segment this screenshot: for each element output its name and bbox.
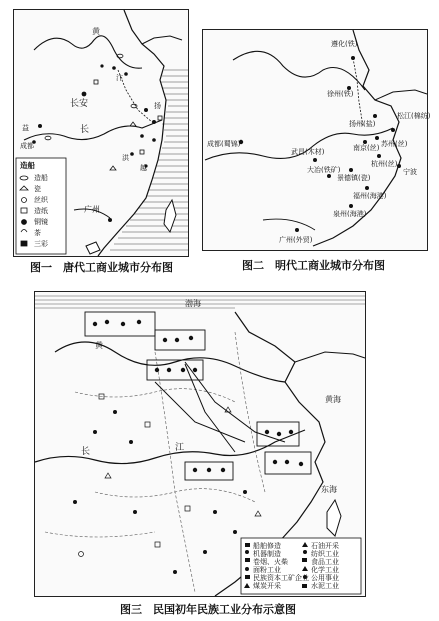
roc-legend-item: 船舶修造 <box>253 542 281 550</box>
roc-legend-item: 石油开采 <box>311 542 339 550</box>
label-yue: 越 <box>140 164 147 172</box>
peninsula <box>142 36 182 44</box>
taiwan-island <box>164 200 176 232</box>
grand-canal <box>118 70 152 122</box>
label-xuzhou: 徐州(铁) <box>327 90 354 98</box>
tang-city-map <box>13 9 189 257</box>
label-bian: 汴 <box>116 74 123 82</box>
label-quanzhou: 泉州(海港) <box>333 210 367 218</box>
roc-legend-item: 机器制造 <box>253 550 281 558</box>
label-huang3: 黄 <box>95 341 103 350</box>
tang-coastline <box>98 10 166 256</box>
roc-legend-item: 公用事业 <box>311 574 339 582</box>
label-chang3: 长 <box>81 447 91 457</box>
label-guangzhou-ming: 广州(外贸) <box>279 236 313 244</box>
label-jingdezhen: 景德镇(瓷) <box>337 174 371 182</box>
ming-yellow-river <box>233 51 365 90</box>
label-hangzhou: 杭州(丝) <box>371 160 398 168</box>
roc-legend-item: 化学工业 <box>311 566 339 574</box>
roc-legend-item: 面粉工业 <box>253 566 281 574</box>
label-daye: 大冶(铁矿) <box>307 166 341 174</box>
yellow-river <box>34 36 142 68</box>
tang-legend-item: 丝织 <box>34 196 48 204</box>
tang-map-caption: 图一 唐代工商业城市分布图 <box>30 261 173 274</box>
label-fuzhou: 福州(海港) <box>353 192 387 200</box>
roc-taiwan <box>327 500 341 536</box>
ming-peninsula <box>375 90 427 100</box>
tang-legend-item: 造船 <box>34 174 48 182</box>
tang-legend-title: 造船 <box>20 161 35 170</box>
label-chang: 长 <box>80 125 90 135</box>
tang-legend-item: 三彩 <box>34 240 48 248</box>
label-chengdu: 成都(蜀锦) <box>207 140 241 148</box>
roc-industry-glyphs <box>73 320 303 574</box>
label-nanjing: 南京(丝) <box>353 144 380 152</box>
label-huanghai: 黄海 <box>325 395 341 404</box>
label-cheng: 成都 <box>20 142 34 150</box>
roc-legend-item: 食品工业 <box>311 558 339 566</box>
roc-map-caption: 图三 民国初年民族工业分布示意图 <box>120 603 296 616</box>
label-yangzhou: 扬州(盐) <box>349 120 376 128</box>
ming-grand-canal <box>353 58 363 126</box>
label-shunhua: 遵化(铁) <box>331 40 358 48</box>
ming-city-map <box>202 29 431 251</box>
tang-legend-item: 茶 <box>34 229 41 237</box>
roc-legend-item: 纺织工业 <box>311 550 339 558</box>
label-songjiang: 松江(棉纺) <box>397 112 431 120</box>
tang-legend-item: 铜镜 <box>34 218 48 226</box>
label-jiang3: 江 <box>175 443 185 453</box>
label-wuhu: 武昌(木材) <box>291 148 325 156</box>
hainan-island <box>86 242 100 254</box>
roc-industry-map <box>34 291 366 597</box>
ming-map-caption: 图二 明代工商业城市分布图 <box>242 259 385 272</box>
label-hong: 洪 <box>122 154 129 162</box>
roc-yellow-river <box>55 342 285 382</box>
roc-legend-item: 民族资本工矿企业 <box>253 574 309 582</box>
label-bohai: 渤海 <box>185 299 201 308</box>
roc-legend-item: 卷烟、火柴 <box>253 558 288 566</box>
label-yi: 益 <box>22 124 29 132</box>
tang-product-glyphs <box>45 54 162 170</box>
label-donghai: 东海 <box>321 485 337 494</box>
tang-legend-item: 瓷 <box>34 185 41 193</box>
roc-railways <box>155 362 285 452</box>
tang-legend-item: 造纸 <box>34 207 48 215</box>
roc-legend-item: 煤炭开采 <box>253 582 281 590</box>
roc-legend-item: 水泥工业 <box>311 582 339 590</box>
ming-pearl-river <box>263 219 315 230</box>
label-guangzhou: 广州 <box>84 205 100 214</box>
label-huang: 黄 <box>92 27 100 36</box>
changan-marker <box>82 92 87 97</box>
label-ningbo: 宁波 <box>403 168 417 176</box>
label-yang: 扬 <box>154 102 161 110</box>
label-suzhou: 苏州(丝) <box>381 140 408 148</box>
label-changan: 长安 <box>70 99 89 109</box>
ming-map-graphic <box>203 30 431 250</box>
roc-peninsula <box>295 352 365 362</box>
